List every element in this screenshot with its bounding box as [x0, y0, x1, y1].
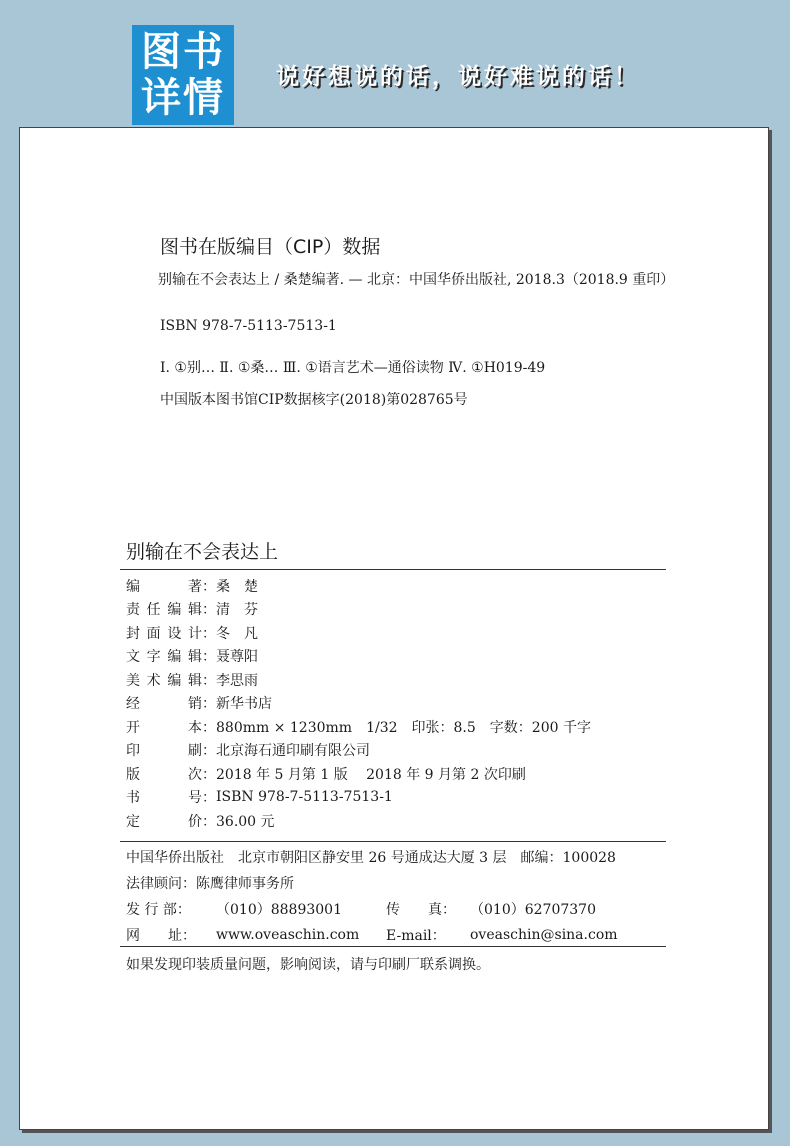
quality-notice: 如果发现印装质量问题，影响阅读，请与印刷厂联系调换。	[126, 957, 490, 973]
info-row: 版次 ： 2018 年 5 月第 1 版 2018 年 9 月第 2 次印刷	[126, 766, 526, 783]
divider	[120, 569, 666, 570]
divider	[120, 946, 666, 947]
cip-isbn: ISBN 978-7-5113-7513-1	[160, 318, 337, 334]
badge-line-2: 详情	[141, 75, 225, 121]
info-row: 封面设计 ： 冬 凡	[126, 625, 258, 642]
badge-line-1: 图书	[141, 29, 225, 75]
info-row: 文字编辑 ： 聂尊阳	[126, 649, 258, 666]
copyright-page	[19, 127, 769, 1130]
book-info-list	[126, 574, 666, 833]
info-row: 经销 ： 新华书店	[126, 696, 272, 713]
info-row: 开本 ： 880mm × 1230mm 1/32 印张：8.5 字数：200 千字	[126, 719, 591, 736]
book-details-badge	[132, 25, 234, 125]
info-row: 美术编辑 ： 李思雨	[126, 672, 258, 689]
cip-classification: Ⅰ. ①别… Ⅱ. ①桑… Ⅲ. ①语言艺术—通俗读物 Ⅳ. ①H019-49	[160, 360, 546, 376]
publisher-info	[126, 844, 666, 948]
info-row: 责任编辑 ： 清 芬	[126, 602, 258, 619]
divider	[120, 841, 666, 842]
cip-record: 中国版本图书馆CIP数据核字(2018)第028765号	[160, 392, 468, 408]
cip-entry: 别输在不会表达上 / 桑楚编著. — 北京：中国华侨出版社, 2018.3（2018.9 重印）	[158, 272, 675, 288]
slogan: 说好想说的话，说好难说的话！	[276, 64, 640, 90]
contact-web-email: 网 址： www.oveaschin.com E-mail： oveaschin@sina.com	[126, 927, 618, 944]
cip-title: 图书在版编目（CIP）数据	[160, 236, 381, 258]
info-row: 编著 ： 桑 楚	[126, 578, 258, 595]
info-row: 书号 ： ISBN 978-7-5113-7513-1	[126, 789, 393, 807]
info-row: 定价 ： 36.00 元	[126, 813, 275, 830]
book-title: 别输在不会表达上	[126, 541, 279, 563]
legal-counsel: 法律顾问： 陈鹰律师事务所	[126, 876, 294, 892]
info-row: 印刷 ： 北京海石通印刷有限公司	[126, 743, 370, 760]
publisher-address: 中国华侨出版社 北京市朝阳区静安里 26 号通成达大厦 3 层 邮编：100028	[126, 850, 616, 866]
contact-phone-fax: 发 行 部： （010）88893001 传 真： （010）62707370	[126, 902, 596, 918]
